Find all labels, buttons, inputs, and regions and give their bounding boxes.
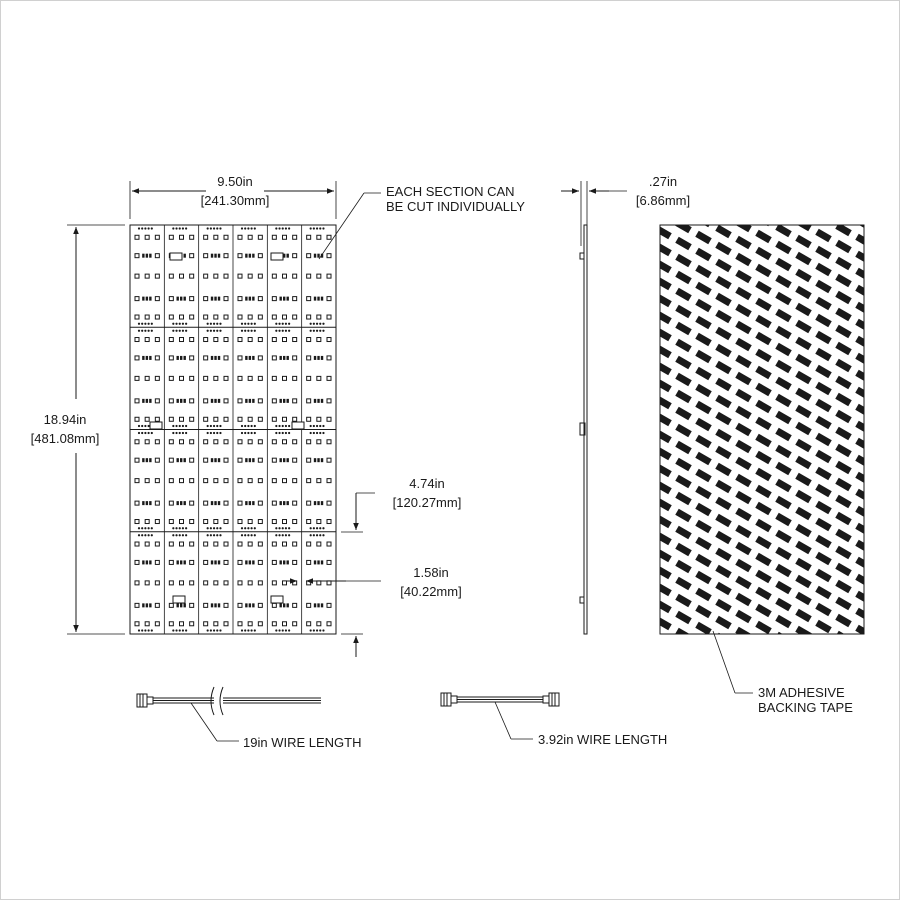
adhesive-tape-pattern: [655, 206, 900, 669]
cut-note-line2: BE CUT INDIVIDUALLY: [386, 199, 525, 214]
cut-note-line1: EACH SECTION CAN: [386, 184, 515, 199]
led-panel-front-view: [130, 225, 336, 634]
pitch-mm-label: [40.22mm]: [400, 584, 462, 599]
pitch-in-label: 1.58in: [413, 565, 449, 580]
panel-back-view: [655, 206, 900, 669]
cut-note: [319, 184, 525, 259]
short-wire-assembly: [441, 693, 667, 747]
tape-note-line2: BACKING TAPE: [758, 700, 853, 715]
height-dimension: [31, 225, 125, 634]
width-dimension: [130, 174, 336, 219]
height-in-label: 18.94in: [43, 412, 87, 427]
section-in-label: 4.74in: [409, 476, 445, 491]
tape-note-line1: 3M ADHESIVE: [758, 685, 845, 700]
short-wire-label: 3.92in WIRE LENGTH: [538, 732, 668, 747]
long-wire-assembly: [137, 687, 361, 750]
width-in-label: 9.50in: [217, 174, 253, 189]
technical-drawing: [1, 1, 900, 901]
thickness-in-label: .27in: [648, 174, 678, 189]
section-mm-label: [120.27mm]: [392, 495, 462, 510]
thickness-mm-label: [6.86mm]: [635, 193, 691, 208]
pitch-dimension: [286, 565, 462, 599]
long-wire-label: 19in WIRE LENGTH: [243, 735, 362, 750]
tape-note: [713, 631, 853, 715]
height-mm-label: [481.08mm]: [30, 431, 100, 446]
width-mm-label: [241.30mm]: [200, 193, 270, 208]
